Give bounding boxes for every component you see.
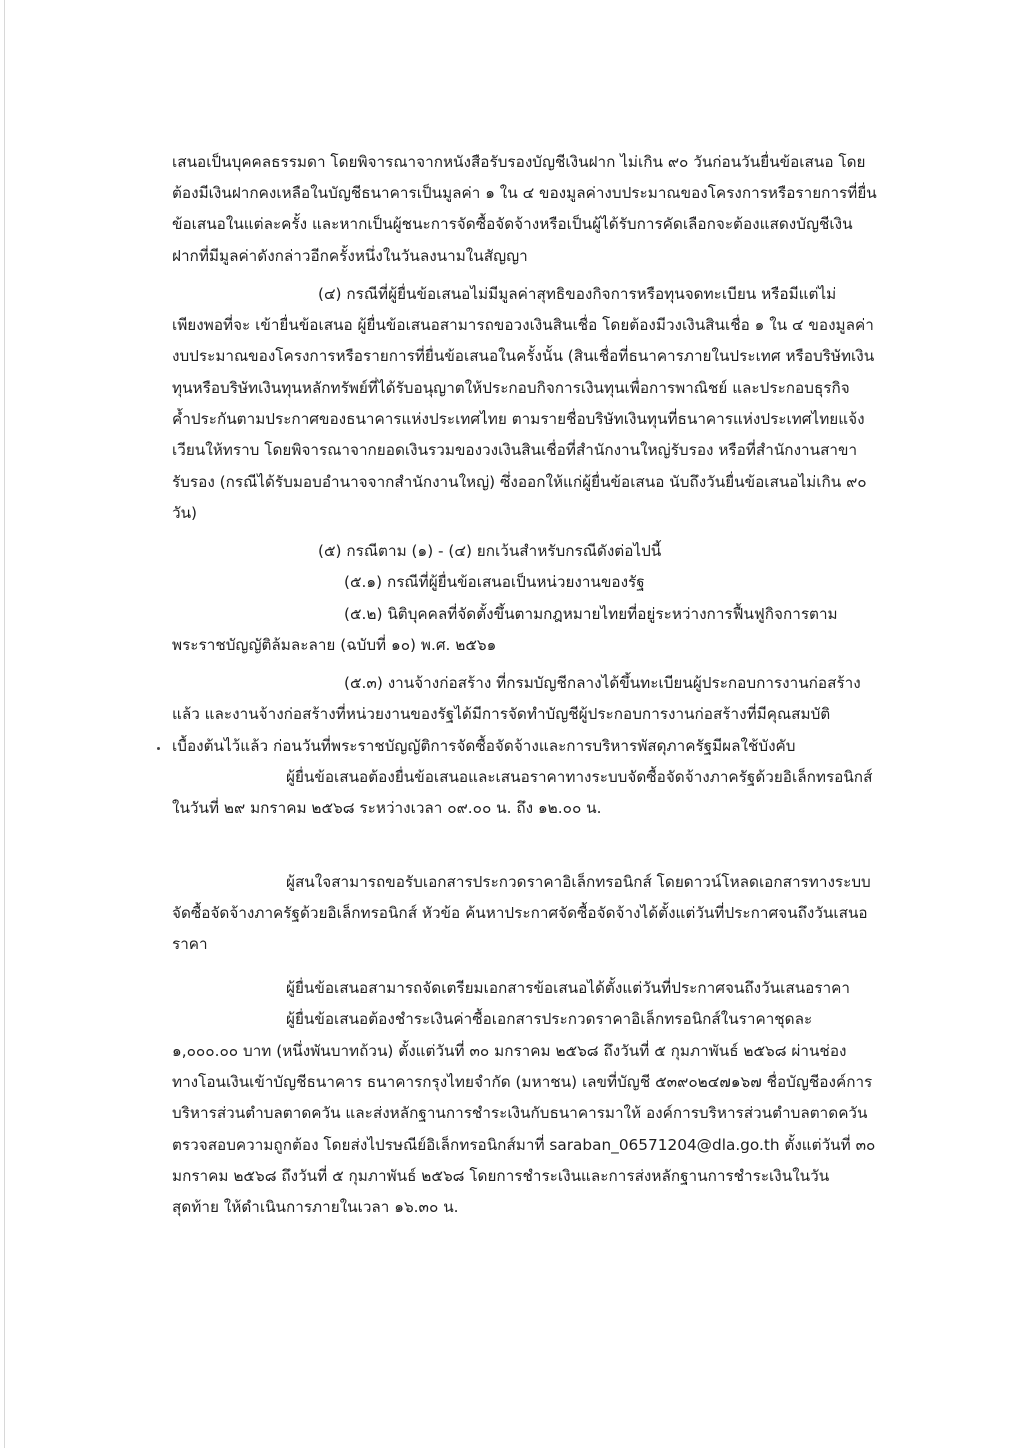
text-line: มกราคม ๒๕๖๘ ถึงวันที่ ๕ กุมภาพันธ์ ๒๕๖๘ โดยการชำระเงินและการส่งหลักฐานการชำระเงินในวัน [172, 1167, 830, 1185]
sub-clause-line: (๕.๒) นิติบุคคลที่จัดตั้งขึ้นตามกฎหมายไทยที่อยู่ระหว่างการฟื้นฟูกิจการตาม [344, 605, 838, 623]
text-line: งบประมาณของโครงการหรือรายการที่ยื่นข้อเสนอในครั้งนั้น (สินเชื่อที่ธนาคารภายในประเทศ หรือบริษัทเงิน [172, 347, 875, 365]
paragraph-start-line: ผู้ยื่นข้อเสนอสามารถจัดเตรียมเอกสารข้อเสนอได้ตั้งแต่วันที่ประกาศจนถึงวันเสนอราคา [286, 979, 850, 997]
paragraph-start-line: ผู้ยื่นข้อเสนอต้องยื่นข้อเสนอและเสนอราคาทางระบบจัดซื้อจัดจ้างภาครัฐด้วยอิเล็กทรอนิกส์ [286, 768, 873, 786]
text-line: ๑,๐๐๐.๐๐ บาท (หนึ่งพันบาทถ้วน) ตั้งแต่วันที่ ๓๐ มกราคม ๒๕๖๘ ถึงวันที่ ๕ กุมภาพันธ์ ๒๕๖๘ ผ่านช่อง [172, 1042, 847, 1060]
text-line: เพียงพอที่จะ เข้ายื่นข้อเสนอ ผู้ยื่นข้อเสนอสามารถขอวงเงินสินเชื่อ โดยต้องมีวงเงินสินเชื่อ ๑ ใน ๔ ของมูลค่า [172, 316, 874, 334]
text-line: ตรวจสอบความถูกต้อง โดยส่งไปรษณีย์อิเล็กทรอนิกส์มาที่ saraban_06571204@dla.go.th ตั้งแต่วันที่ ๓๐ [172, 1136, 876, 1154]
clause-heading-line: (๕) กรณีตาม (๑) - (๔) ยกเว้นสำหรับกรณีดังต่อไปนี้ [318, 542, 662, 560]
text-line: บริหารส่วนตำบลตาดควัน และส่งหลักฐานการชำระเงินกับธนาคารมาให้ องค์การบริหารส่วนตำบลตาดควัน [172, 1104, 868, 1122]
text-line: จัดซื้อจัดจ้างภาครัฐด้วยอิเล็กทรอนิกส์ หัวข้อ ค้นหาประกาศจัดซื้อจัดจ้างได้ตั้งแต่วันที่ประกาศจนถึงวันเสนอ [172, 904, 868, 922]
text-line: วัน) [172, 504, 198, 522]
text-line: เสนอเป็นบุคคลธรรมดา โดยพิจารณาจากหนังสือรับรองบัญชีเงินฝาก ไม่เกิน ๙๐ วันก่อนวันยื่นข้อเสนอ โดย [172, 153, 866, 171]
text-line: ค้ำประกันตามประกาศของธนาคารแห่งประเทศไทย ตามรายชื่อบริษัทเงินทุนที่ธนาคารแห่งประเทศไทยแจ้ง [172, 410, 865, 428]
text-line: ทุนหรือบริษัทเงินทุนหลักทรัพย์ที่ได้รับอนุญาตให้ประกอบกิจการเงินทุนเพื่อการพาณิชย์ และประกอบธุรกิจ [172, 379, 850, 397]
text-line: แล้ว และงานจ้างก่อสร้างที่หน่วยงานของรัฐได้มีการจัดทำบัญชีผู้ประกอบการงานก่อสร้างที่มีคุณสมบัติ [172, 705, 831, 723]
scan-edge-divider [4, 0, 5, 1448]
text-line: ข้อเสนอในแต่ละครั้ง และหากเป็นผู้ชนะการจัดซื้อจัดจ้างหรือเป็นผู้ได้รับการคัดเลือกจะต้องแสดงบัญชีเงิน [172, 215, 853, 233]
text-line: พระราชบัญญัติล้มละลาย (ฉบับที่ ๑๐) พ.ศ. ๒๕๖๑ [172, 636, 497, 654]
sub-clause-line: (๕.๓) งานจ้างก่อสร้าง ที่กรมบัญชีกลางได้ขึ้นทะเบียนผู้ประกอบการงานก่อสร้าง [344, 674, 861, 692]
text-line: ในวันที่ ๒๙ มกราคม ๒๕๖๘ ระหว่างเวลา ๐๙.๐๐ น. ถึง ๑๒.๐๐ น. [172, 799, 602, 817]
text-line: รับรอง (กรณีได้รับมอบอำนาจจากสำนักงานใหญ่) ซึ่งออกให้แก่ผู้ยื่นข้อเสนอ นับถึงวันยื่นข้อเสนอไม่เกิน ๙๐ [172, 473, 867, 491]
text-line: เวียนให้ทราบ โดยพิจารณาจากยอดเงินรวมของวงเงินสินเชื่อที่สำนักงานใหญ่รับรอง หรือที่สำนักงานสาขา [172, 441, 858, 459]
text-line: เบื้องต้นไว้แล้ว ก่อนวันที่พระราชบัญญัติการจัดซื้อจัดจ้างและการบริหารพัสดุภาครัฐมีผลใช้บังคับ [172, 737, 796, 755]
text-line: ราคา [172, 935, 208, 953]
text-line: ต้องมีเงินฝากคงเหลือในบัญชีธนาคารเป็นมูลค่า ๑ ใน ๔ ของมูลค่างบประมาณของโครงการหรือรายการที่ยื่น [172, 184, 877, 202]
text-line: ฝากที่มีมูลค่าดังกล่าวอีกครั้งหนึ่งในวันลงนามในสัญญา [172, 247, 528, 265]
sub-clause-line: (๕.๑) กรณีที่ผู้ยื่นข้อเสนอเป็นหน่วยงานของรัฐ [344, 573, 645, 591]
paragraph-start-line: (๔) กรณีที่ผู้ยื่นข้อเสนอไม่มีมูลค่าสุทธิของกิจการหรือทุนจดทะเบียน หรือมีแต่ไม่ [318, 285, 837, 303]
scan-speck [157, 747, 160, 750]
paragraph-start-line: ผู้สนใจสามารถขอรับเอกสารประกวดราคาอิเล็กทรอนิกส์ โดยดาวน์โหลดเอกสารทางระบบ [286, 873, 871, 891]
text-line: สุดท้าย ให้ดำเนินการภายในเวลา ๑๖.๓๐ น. [172, 1198, 459, 1216]
paragraph-start-line: ผู้ยื่นข้อเสนอต้องชำระเงินค่าซื้อเอกสารประกวดราคาอิเล็กทรอนิกส์ในราคาชุดละ [286, 1010, 813, 1028]
text-line: ทางโอนเงินเข้าบัญชีธนาคาร ธนาคารกรุงไทยจำกัด (มหาชน) เลขที่บัญชี ๕๓๙๐๒๔๗๑๖๗ ชื่อบัญชีองค์การ [172, 1073, 873, 1091]
